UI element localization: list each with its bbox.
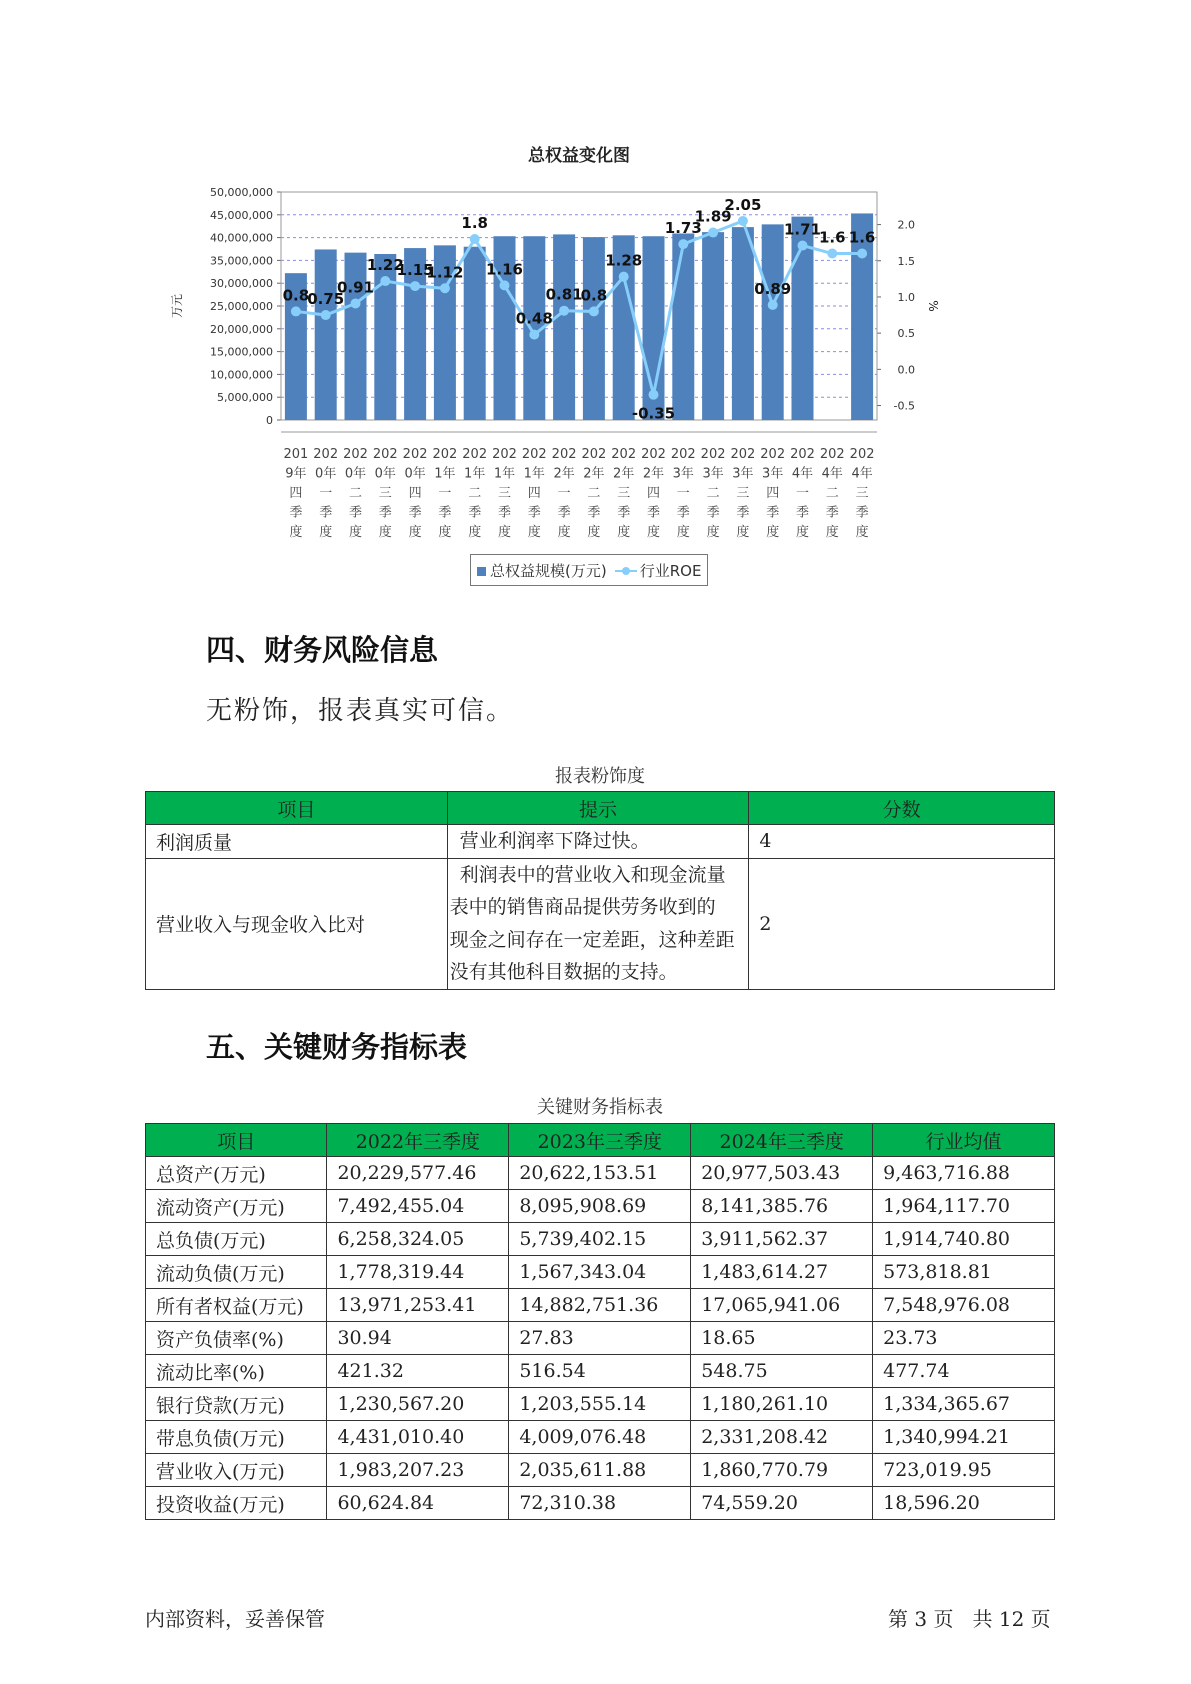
- equity-chart: [170, 140, 1015, 590]
- roe-point: [619, 272, 629, 282]
- roe-data-label: 0.48: [515, 309, 553, 328]
- x-tick-label: 季: [617, 505, 631, 521]
- y-tick-label: 25,000,000: [210, 300, 273, 313]
- kpi-value: 27.83: [509, 1322, 691, 1355]
- roe-data-label: 1.6: [819, 228, 846, 247]
- y-tick-label: 40,000,000: [210, 231, 273, 245]
- risk-score: 2: [749, 858, 1055, 989]
- header-cell: 项目: [146, 1124, 327, 1157]
- x-tick-label: 度: [766, 525, 780, 540]
- kpi-value: 1,203,555.14: [509, 1388, 691, 1421]
- x-tick-label: 季: [468, 505, 482, 521]
- x-tick-label: 季: [587, 505, 601, 521]
- y2-tick-label: 0.5: [897, 327, 915, 341]
- kpi-value: 516.54: [509, 1355, 691, 1388]
- risk-tip-line: 表中的销售商品提供劳务收到的: [449, 896, 716, 918]
- x-tick-label: 季: [438, 505, 452, 521]
- x-tick-label: 202: [641, 447, 666, 462]
- x-tick-label: 202: [402, 447, 428, 462]
- x-tick-label: 四: [527, 486, 541, 501]
- legend-item-line: [615, 560, 702, 581]
- x-tick-label: 季: [646, 505, 661, 521]
- kpi-value: 20,977,503.43: [691, 1157, 873, 1190]
- roe-point: [529, 330, 539, 340]
- kpi-item: 总资产(万元): [146, 1157, 327, 1190]
- roe-point: [678, 239, 688, 249]
- header-cell: 分数: [749, 792, 1055, 825]
- kpi-value: 9,463,716.88: [873, 1157, 1055, 1190]
- x-tick-label: 1年: [434, 466, 456, 482]
- kpi-value: 1,964,117.70: [873, 1190, 1055, 1223]
- x-tick-label: 季: [795, 505, 810, 521]
- x-tick-label: 一: [319, 486, 333, 501]
- header-cell: 2024年三季度: [691, 1124, 873, 1157]
- x-tick-label: 四: [646, 486, 661, 501]
- kpi-value: 18,596.20: [873, 1487, 1055, 1520]
- kpi-value: 13,971,253.41: [327, 1289, 509, 1322]
- table-row: [146, 1289, 1055, 1322]
- x-tick-label: 度: [646, 525, 661, 540]
- x-tick-label: 度: [408, 525, 422, 540]
- x-tick-label: 季: [527, 505, 541, 521]
- y-tick-label: 0: [266, 414, 273, 427]
- x-tick-label: 9年: [285, 466, 307, 482]
- x-tick-label: 度: [587, 525, 601, 540]
- kpi-value: 477.74: [873, 1355, 1055, 1388]
- bar: [315, 249, 337, 420]
- section5-heading: 五、关键财务指标表: [206, 1030, 468, 1064]
- x-tick-label: 季: [706, 505, 720, 521]
- risk-tip: [447, 858, 749, 989]
- kpi-value: 7,492,455.04: [327, 1190, 509, 1223]
- x-tick-label: 2年: [553, 466, 575, 482]
- section4-heading: 四、财务风险信息: [206, 633, 439, 667]
- kpi-value: 1,778,319.44: [327, 1256, 509, 1289]
- x-tick-label: 季: [319, 505, 333, 521]
- y-tick-label: 35,000,000: [210, 254, 273, 268]
- header-cell: 提示: [447, 792, 749, 825]
- kpi-value: 72,310.38: [509, 1487, 691, 1520]
- kpi-value: 5,739,402.15: [509, 1223, 691, 1256]
- x-tick-label: 二: [587, 486, 601, 501]
- table-row: [146, 1256, 1055, 1289]
- x-tick-label: 202: [492, 447, 517, 462]
- kpi-value: 7,548,976.08: [873, 1289, 1055, 1322]
- x-tick-label: 度: [736, 525, 750, 540]
- roe-point: [380, 276, 390, 286]
- x-tick-label: 二: [348, 486, 363, 501]
- kpi-value: 1,334,365.67: [873, 1388, 1055, 1421]
- roe-point: [440, 283, 450, 293]
- kpi-item: 银行贷款(万元): [146, 1388, 327, 1421]
- x-tick-label: 3年: [732, 466, 754, 482]
- roe-data-label: 2.05: [724, 195, 762, 214]
- risk-tip: [447, 825, 749, 859]
- x-tick-label: 度: [468, 525, 482, 540]
- x-tick-label: 3年: [702, 466, 724, 482]
- kpi-item: 流动比率(%): [146, 1355, 327, 1388]
- x-tick-label: 三: [497, 486, 512, 501]
- risk-table-caption: 报表粉饰度: [555, 766, 645, 787]
- kpi-value: 4,431,010.40: [327, 1421, 509, 1454]
- kpi-value: 23.73: [873, 1322, 1055, 1355]
- kpi-value: 18.65: [691, 1322, 873, 1355]
- x-tick-label: 度: [795, 525, 810, 540]
- x-tick-label: 四: [408, 486, 422, 501]
- kpi-item: 流动负债(万元): [146, 1256, 327, 1289]
- bar: [464, 247, 486, 420]
- kpi-value: 548.75: [691, 1355, 873, 1388]
- kpi-value: 17,065,941.06: [691, 1289, 873, 1322]
- kpi-item: 带息负债(万元): [146, 1421, 327, 1454]
- table-row: [146, 1322, 1055, 1355]
- x-tick-label: 4年: [851, 466, 873, 482]
- kpi-value: 6,258,324.05: [327, 1223, 509, 1256]
- kpi-table: [145, 1123, 1055, 1520]
- table-row: [146, 1223, 1055, 1256]
- x-tick-label: 202: [670, 447, 696, 462]
- footer-left: 内部资料，妥善保管: [145, 1607, 325, 1631]
- footer-page-info: 第 3 页 共 12 页: [888, 1607, 1051, 1631]
- table-row: [146, 1190, 1055, 1223]
- roe-data-label: 0.8: [282, 286, 310, 305]
- roe-point: [321, 310, 331, 320]
- x-tick-label: 度: [497, 525, 512, 540]
- section4-text: 无粉饰，报表真实可信。: [206, 696, 515, 726]
- kpi-value: 74,559.20: [691, 1487, 873, 1520]
- y-tick-label: 50,000,000: [210, 186, 273, 199]
- x-tick-label: 202: [790, 447, 815, 462]
- x-tick-label: 201: [283, 447, 309, 462]
- roe-point: [798, 241, 808, 251]
- y2-tick-label: 1.5: [897, 254, 915, 268]
- bar: [672, 233, 694, 420]
- kpi-table-caption-wrap: [145, 1093, 1055, 1119]
- kpi-value: 573,818.81: [873, 1256, 1055, 1289]
- x-tick-label: 1年: [523, 466, 545, 482]
- risk-table: [145, 791, 1055, 990]
- x-tick-label: 1年: [493, 466, 516, 482]
- x-tick-label: 三: [378, 486, 392, 501]
- x-tick-label: 202: [700, 447, 726, 462]
- x-tick-label: 度: [438, 525, 452, 540]
- roe-point: [351, 298, 361, 308]
- header-cell: 2023年三季度: [509, 1124, 691, 1157]
- y2-tick-label: 1.0: [897, 290, 915, 304]
- legend-line-label: 行业ROE: [639, 561, 702, 580]
- x-tick-label: 二: [468, 486, 482, 501]
- kpi-value: 2,331,208.42: [691, 1421, 873, 1454]
- y-tick-label: 15,000,000: [210, 345, 273, 359]
- x-tick-label: 202: [343, 447, 368, 462]
- kpi-value: 1,914,740.80: [873, 1223, 1055, 1256]
- kpi-item: 总负债(万元): [146, 1223, 327, 1256]
- risk-item: 营业收入与现金收入比对: [146, 858, 448, 989]
- x-tick-label: 度: [289, 525, 303, 540]
- kpi-value: 30.94: [327, 1322, 509, 1355]
- roe-data-label: 1.12: [426, 263, 464, 282]
- x-tick-label: 度: [527, 525, 541, 540]
- x-tick-label: 202: [551, 447, 577, 462]
- roe-point: [708, 228, 718, 238]
- x-tick-label: 0年: [374, 466, 396, 482]
- x-tick-label: 一: [557, 486, 571, 501]
- x-tick-label: 二: [825, 486, 839, 501]
- equity-chart-svg: [170, 140, 1015, 590]
- chart-legend: [470, 554, 708, 586]
- roe-point: [470, 234, 480, 244]
- kpi-value: 3,911,562.37: [691, 1223, 873, 1256]
- x-tick-label: 季: [557, 505, 571, 521]
- x-tick-label: 4年: [821, 466, 843, 482]
- bar: [553, 234, 575, 420]
- roe-data-label: 1.22: [366, 256, 404, 275]
- kpi-value: 421.32: [327, 1355, 509, 1388]
- x-tick-label: 202: [581, 447, 607, 462]
- roe-data-label: 1.8: [461, 214, 488, 233]
- x-tick-label: 四: [289, 486, 303, 501]
- bar: [702, 232, 724, 420]
- roe-point: [410, 281, 420, 291]
- x-tick-label: 202: [611, 447, 637, 462]
- x-tick-label: 季: [736, 505, 750, 521]
- table-row: [146, 1421, 1055, 1454]
- risk-item: 利润质量: [146, 825, 448, 859]
- x-tick-label: 季: [676, 505, 690, 521]
- x-tick-label: 度: [557, 525, 571, 540]
- x-tick-label: 3年: [672, 466, 694, 482]
- roe-point: [827, 249, 837, 259]
- kpi-value: 8,141,385.76: [691, 1190, 873, 1223]
- x-tick-label: 度: [825, 525, 839, 540]
- x-tick-label: 一: [676, 486, 690, 501]
- y2-axis-label: %: [926, 300, 940, 312]
- table-row: [146, 1355, 1055, 1388]
- x-tick-label: 季: [497, 505, 512, 521]
- kpi-value: 14,882,751.36: [509, 1289, 691, 1322]
- roe-point: [649, 390, 659, 400]
- kpi-value: 723,019.95: [873, 1454, 1055, 1487]
- x-tick-label: 202: [313, 447, 339, 462]
- x-tick-label: 2年: [613, 466, 635, 482]
- header-cell: 项目: [146, 792, 448, 825]
- kpi-table-header: [146, 1124, 1055, 1157]
- roe-data-label: 0.75: [307, 290, 345, 309]
- kpi-value: 20,229,577.46: [327, 1157, 509, 1190]
- table-row: [146, 825, 1055, 859]
- kpi-value: 1,340,994.21: [873, 1421, 1055, 1454]
- x-tick-label: 202: [462, 447, 488, 462]
- x-tick-label: 三: [855, 486, 869, 501]
- x-tick-label: 季: [378, 505, 392, 521]
- bar: [762, 224, 784, 420]
- x-tick-label: 202: [432, 447, 458, 462]
- roe-point: [768, 300, 778, 310]
- x-tick-label: 度: [348, 525, 363, 540]
- kpi-table-body: [146, 1157, 1055, 1520]
- kpi-value: 60,624.84: [327, 1487, 509, 1520]
- kpi-value: 1,483,614.27: [691, 1256, 873, 1289]
- x-tick-label: 3年: [762, 466, 784, 482]
- x-tick-label: 季: [825, 505, 839, 521]
- x-tick-label: 202: [372, 447, 398, 462]
- x-tick-label: 0年: [315, 466, 337, 482]
- risk-tip-line: 现金之间存在一定差距，这种差距: [449, 928, 735, 951]
- y-tick-label: 30,000,000: [210, 277, 273, 291]
- roe-data-label: 1.16: [485, 260, 524, 279]
- roe-data-label: 0.81: [545, 285, 583, 304]
- roe-data-label: 0.91: [336, 278, 375, 297]
- x-tick-label: 1年: [464, 466, 486, 482]
- x-tick-label: 202: [849, 447, 875, 462]
- kpi-item: 资产负债率(%): [146, 1322, 327, 1355]
- x-tick-label: 度: [319, 525, 333, 540]
- x-tick-label: 三: [736, 486, 750, 501]
- table-row: [146, 858, 1055, 989]
- y-tick-label: 45,000,000: [210, 208, 273, 222]
- x-tick-label: 度: [617, 525, 631, 540]
- x-tick-label: 0年: [404, 466, 426, 482]
- kpi-table-caption: 关键财务指标表: [537, 1097, 663, 1118]
- roe-data-label: -0.35: [631, 404, 676, 423]
- x-tick-label: 季: [855, 505, 869, 521]
- x-tick-label: 季: [408, 505, 422, 521]
- x-tick-label: 一: [438, 486, 452, 501]
- risk-tip-line: 没有其他科目数据的支持。: [449, 961, 678, 983]
- x-tick-label: 季: [766, 505, 780, 521]
- header-cell: 行业均值: [873, 1124, 1055, 1157]
- kpi-value: 4,009,076.48: [509, 1421, 691, 1454]
- roe-point: [738, 216, 748, 226]
- kpi-item: 流动资产(万元): [146, 1190, 327, 1223]
- legend-bar-label: 总权益规模(万元): [490, 561, 607, 580]
- kpi-item: 投资收益(万元): [146, 1487, 327, 1520]
- bar: [583, 237, 605, 420]
- kpi-value: 8,095,908.69: [509, 1190, 691, 1223]
- roe-point: [589, 306, 599, 316]
- y-tick-label: 5,000,000: [217, 391, 273, 405]
- kpi-value: 1,860,770.79: [691, 1454, 873, 1487]
- chart-title: 总权益变化图: [528, 146, 630, 166]
- x-tick-label: 一: [795, 486, 810, 501]
- x-tick-label: 度: [378, 525, 392, 540]
- x-tick-label: 二: [706, 486, 720, 501]
- kpi-value: 20,622,153.51: [509, 1157, 691, 1190]
- roe-data-label: 1.73: [664, 219, 702, 238]
- x-tick-label: 202: [819, 447, 845, 462]
- x-tick-label: 202: [730, 447, 756, 462]
- x-tick-label: 2年: [642, 466, 665, 482]
- kpi-value: 1,983,207.23: [327, 1454, 509, 1487]
- x-tick-label: 0年: [344, 466, 367, 482]
- bar: [732, 227, 754, 420]
- x-tick-label: 2年: [583, 466, 605, 482]
- roe-data-label: 1.15: [396, 261, 434, 280]
- roe-point: [291, 306, 301, 316]
- kpi-item: 所有者权益(万元): [146, 1289, 327, 1322]
- y-axis-label: 万元: [170, 293, 184, 319]
- y2-tick-label: 0.0: [897, 363, 915, 377]
- roe-data-label: 1.89: [694, 207, 732, 226]
- x-tick-label: 202: [760, 447, 786, 462]
- y-tick-label: 10,000,000: [210, 368, 273, 382]
- x-tick-label: 度: [676, 525, 690, 540]
- x-tick-label: 202: [521, 447, 547, 462]
- table-row: [146, 1454, 1055, 1487]
- header-cell: 2022年三季度: [327, 1124, 509, 1157]
- risk-table-header: [146, 792, 1055, 825]
- x-tick-label: 度: [706, 525, 720, 540]
- roe-data-label: 0.89: [754, 279, 792, 298]
- table-row: [146, 1388, 1055, 1421]
- table-row: [146, 1487, 1055, 1520]
- x-tick-label: 三: [617, 486, 631, 501]
- risk-tip-line: 营业利润率下降过快。: [459, 830, 650, 852]
- roe-data-label: 1.71: [783, 220, 822, 239]
- y2-tick-label: 2.0: [897, 218, 915, 232]
- risk-score: 4: [749, 825, 1055, 859]
- risk-tip-line: 利润表中的营业收入和现金流量: [459, 863, 726, 886]
- kpi-value: 1,180,261.10: [691, 1388, 873, 1421]
- table-row: [146, 1157, 1055, 1190]
- kpi-value: 1,230,567.20: [327, 1388, 509, 1421]
- roe-point: [559, 306, 569, 316]
- roe-data-label: 0.8: [580, 286, 608, 305]
- risk-table-caption-wrap: [145, 762, 1055, 788]
- x-tick-label: 季: [348, 505, 363, 521]
- roe-point: [500, 280, 510, 290]
- kpi-value: 2,035,611.88: [509, 1454, 691, 1487]
- x-tick-label: 季: [289, 505, 303, 521]
- kpi-item: 营业收入(万元): [146, 1454, 327, 1487]
- y2-tick-label: -0.5: [893, 399, 915, 413]
- x-tick-label: 度: [855, 525, 869, 540]
- kpi-value: 1,567,343.04: [509, 1256, 691, 1289]
- roe-data-label: 1.6: [848, 228, 876, 247]
- legend-item-bar: [477, 560, 607, 581]
- x-tick-label: 四: [766, 486, 780, 501]
- x-tick-label: 4年: [791, 466, 814, 482]
- roe-data-label: 1.28: [605, 251, 643, 270]
- roe-point: [857, 249, 867, 259]
- y-tick-label: 20,000,000: [210, 322, 273, 336]
